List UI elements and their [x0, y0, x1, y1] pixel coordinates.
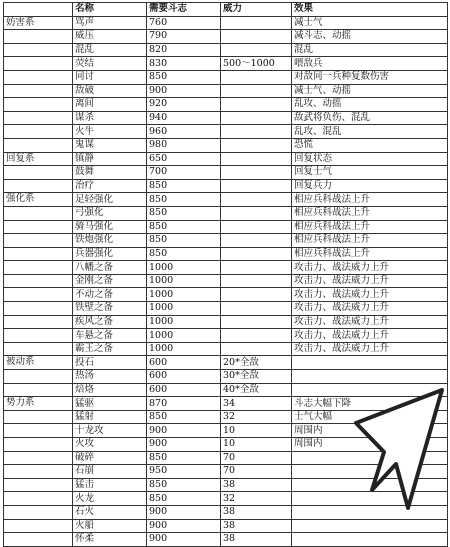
table-row	[4, 220, 448, 234]
power-cell: 38	[221, 478, 292, 492]
morale-cell: 960	[147, 125, 221, 139]
name-cell: 敌破	[73, 84, 147, 98]
morale-cell: 850	[147, 492, 221, 506]
power-cell	[221, 111, 292, 125]
table-row	[4, 70, 448, 84]
morale-cell: 1000	[147, 274, 221, 288]
name-cell: 镇静	[73, 152, 147, 166]
power-cell: 32	[221, 410, 292, 424]
category-cell	[4, 519, 73, 533]
table-row	[4, 111, 448, 125]
effect-cell: 攻击力、战法威力上升	[292, 302, 448, 316]
effect-cell: 相应兵科战法上升	[292, 220, 448, 234]
table-row	[4, 315, 448, 329]
morale-cell: 850	[147, 234, 221, 248]
power-cell: 34	[221, 397, 292, 411]
category-cell	[4, 166, 73, 180]
power-cell: 32	[221, 492, 292, 506]
morale-cell: 850	[147, 247, 221, 261]
name-cell: 不动之备	[73, 288, 147, 302]
morale-cell: 1000	[147, 315, 221, 329]
effect-cell: 回复状态	[292, 152, 448, 166]
effect-cell: 相应兵科战法上升	[292, 247, 448, 261]
name-cell: 八幡之备	[73, 261, 147, 275]
header-name: 名称	[73, 3, 147, 17]
power-cell	[221, 30, 292, 44]
name-cell: 荧结	[73, 57, 147, 71]
power-cell: 70	[221, 451, 292, 465]
category-cell	[4, 478, 73, 492]
effect-cell: 攻击力、战法威力上升	[292, 329, 448, 343]
morale-cell: 760	[147, 16, 221, 30]
category-cell	[4, 438, 73, 452]
effect-cell: 攻击力、战法威力上升	[292, 288, 448, 302]
table-row	[4, 206, 448, 220]
category-cell	[4, 302, 73, 316]
name-cell: 热汤	[73, 370, 147, 384]
name-cell: 铁壁之备	[73, 302, 147, 316]
category-cell	[4, 43, 73, 57]
table-row	[4, 166, 448, 180]
name-cell: 谋杀	[73, 111, 147, 125]
category-cell	[4, 274, 73, 288]
category-cell	[4, 98, 73, 112]
morale-cell: 1000	[147, 261, 221, 275]
effect-cell: 相应兵科战法上升	[292, 193, 448, 207]
category-cell	[4, 451, 73, 465]
header-row	[4, 3, 448, 17]
power-cell	[221, 261, 292, 275]
name-cell: 足轻强化	[73, 193, 147, 207]
name-cell: 猛击	[73, 478, 147, 492]
table-row	[4, 84, 448, 98]
effect-cell: 混乱	[292, 43, 448, 57]
morale-cell: 1000	[147, 302, 221, 316]
power-cell: 40*全敌	[221, 383, 292, 397]
power-cell	[221, 179, 292, 193]
effect-cell: 减士气	[292, 16, 448, 30]
category-cell	[4, 383, 73, 397]
category-cell	[4, 125, 73, 139]
name-cell: 车悬之备	[73, 329, 147, 343]
category-cell	[4, 315, 73, 329]
category-cell	[4, 206, 73, 220]
effect-cell: 周围内	[292, 438, 448, 452]
morale-cell: 600	[147, 370, 221, 384]
name-cell: 金刚之备	[73, 274, 147, 288]
morale-cell: 850	[147, 478, 221, 492]
morale-cell: 600	[147, 383, 221, 397]
power-cell	[221, 84, 292, 98]
power-cell	[221, 166, 292, 180]
morale-cell: 830	[147, 57, 221, 71]
effect-cell: 周围内	[292, 424, 448, 438]
name-cell: 霸王之备	[73, 342, 147, 356]
power-cell	[221, 329, 292, 343]
effect-cell: 减斗志、动摇	[292, 30, 448, 44]
power-cell	[221, 16, 292, 30]
morale-cell: 850	[147, 206, 221, 220]
table-row	[4, 533, 448, 547]
category-cell	[4, 505, 73, 519]
name-cell: 怀柔	[73, 533, 147, 547]
category-cell	[4, 370, 73, 384]
name-cell: 铁炮强化	[73, 234, 147, 248]
morale-cell: 900	[147, 84, 221, 98]
morale-cell: 870	[147, 397, 221, 411]
power-cell	[221, 315, 292, 329]
table-row	[4, 329, 448, 343]
effect-cell: 乱攻、动摇	[292, 98, 448, 112]
effect-cell: 敌武将负伤、混乱	[292, 111, 448, 125]
effect-cell: 斗志大幅下降	[292, 397, 448, 411]
name-cell: 疾风之备	[73, 315, 147, 329]
power-cell	[221, 234, 292, 248]
morale-cell: 850	[147, 70, 221, 84]
name-cell: 骂声	[73, 16, 147, 30]
morale-cell: 650	[147, 152, 221, 166]
category-cell	[4, 261, 73, 275]
name-cell: 猛驱	[73, 397, 147, 411]
effect-cell: 攻击力、战法威力上升	[292, 261, 448, 275]
power-cell	[221, 152, 292, 166]
table-row	[4, 43, 448, 57]
effect-cell: 恐慌	[292, 138, 448, 152]
category-cell	[4, 57, 73, 71]
table-row	[4, 356, 448, 370]
table-row	[4, 152, 448, 166]
power-cell: 20*全敌	[221, 356, 292, 370]
table-row	[4, 193, 448, 207]
morale-cell: 900	[147, 519, 221, 533]
category-cell: 被动系	[4, 356, 73, 370]
power-cell	[221, 138, 292, 152]
morale-cell: 950	[147, 465, 221, 479]
name-cell: 骑马强化	[73, 220, 147, 234]
power-cell: 30*全敌	[221, 370, 292, 384]
table-row	[4, 247, 448, 261]
power-cell	[221, 98, 292, 112]
name-cell: 混乱	[73, 43, 147, 57]
arrow-watermark-icon	[350, 378, 450, 518]
name-cell: 鬼谋	[73, 138, 147, 152]
table-row	[4, 98, 448, 112]
table-row	[4, 138, 448, 152]
morale-cell: 850	[147, 410, 221, 424]
power-cell: 38	[221, 505, 292, 519]
morale-cell: 850	[147, 179, 221, 193]
power-cell	[221, 43, 292, 57]
effect-cell	[292, 356, 448, 370]
header-power: 威力	[221, 3, 292, 17]
power-cell: 10	[221, 424, 292, 438]
category-cell	[4, 247, 73, 261]
morale-cell: 790	[147, 30, 221, 44]
morale-cell: 850	[147, 451, 221, 465]
power-cell	[221, 206, 292, 220]
name-cell: 石崩	[73, 465, 147, 479]
effect-cell: 相应兵科战法上升	[292, 234, 448, 248]
effect-cell	[292, 533, 448, 547]
effect-cell: 相应兵科战法上升	[292, 206, 448, 220]
category-cell	[4, 30, 73, 44]
morale-cell: 900	[147, 438, 221, 452]
effect-cell: 喂敌兵	[292, 57, 448, 71]
name-cell: 火牛	[73, 125, 147, 139]
power-cell: 38	[221, 519, 292, 533]
name-cell: 焙烙	[73, 383, 147, 397]
category-cell	[4, 179, 73, 193]
effect-cell: 攻击力、战法威力上升	[292, 342, 448, 356]
table-row	[4, 30, 448, 44]
effect-cell: 回复士气	[292, 166, 448, 180]
table-row	[4, 57, 448, 71]
morale-cell: 1000	[147, 342, 221, 356]
power-cell	[221, 288, 292, 302]
table-row	[4, 302, 448, 316]
category-cell	[4, 111, 73, 125]
morale-cell: 920	[147, 98, 221, 112]
category-cell	[4, 410, 73, 424]
morale-cell: 850	[147, 220, 221, 234]
name-cell: 猛射	[73, 410, 147, 424]
category-cell	[4, 138, 73, 152]
morale-cell: 600	[147, 356, 221, 370]
name-cell: 威压	[73, 30, 147, 44]
name-cell: 破碎	[73, 451, 147, 465]
category-cell: 妨害系	[4, 16, 73, 30]
effect-cell: 对敌同一兵种复数伤害	[292, 70, 448, 84]
morale-cell: 1000	[147, 288, 221, 302]
category-cell	[4, 288, 73, 302]
table-row	[4, 234, 448, 248]
name-cell: 石火	[73, 505, 147, 519]
category-cell	[4, 220, 73, 234]
effect-cell	[292, 519, 448, 533]
table-row	[4, 179, 448, 193]
name-cell: 鼓舞	[73, 166, 147, 180]
power-cell: 70	[221, 465, 292, 479]
table-row	[4, 288, 448, 302]
table-row	[4, 125, 448, 139]
category-cell	[4, 329, 73, 343]
category-cell	[4, 70, 73, 84]
category-cell: 强化系	[4, 193, 73, 207]
header-effect: 效果	[292, 3, 448, 17]
category-cell	[4, 424, 73, 438]
name-cell: 火船	[73, 519, 147, 533]
header-category	[4, 3, 73, 17]
power-cell: 500～1000	[221, 57, 292, 71]
morale-cell: 820	[147, 43, 221, 57]
morale-cell: 900	[147, 533, 221, 547]
name-cell: 弓强化	[73, 206, 147, 220]
name-cell: 治疗	[73, 179, 147, 193]
name-cell: 离间	[73, 98, 147, 112]
effect-cell: 乱攻、混乱	[292, 125, 448, 139]
effect-cell: 攻击力、战法威力上升	[292, 315, 448, 329]
name-cell: 火攻	[73, 438, 147, 452]
power-cell	[221, 274, 292, 288]
morale-cell: 900	[147, 424, 221, 438]
morale-cell: 850	[147, 193, 221, 207]
category-cell: 势力系	[4, 397, 73, 411]
effect-cell: 回复兵力	[292, 179, 448, 193]
category-cell	[4, 234, 73, 248]
category-cell	[4, 342, 73, 356]
category-cell	[4, 465, 73, 479]
power-cell	[221, 220, 292, 234]
power-cell	[221, 342, 292, 356]
category-cell: 回复系	[4, 152, 73, 166]
power-cell	[221, 70, 292, 84]
morale-cell: 900	[147, 505, 221, 519]
name-cell: 火龙	[73, 492, 147, 506]
category-cell	[4, 84, 73, 98]
power-cell: 38	[221, 533, 292, 547]
name-cell: 同讨	[73, 70, 147, 84]
table-row	[4, 342, 448, 356]
power-cell: 10	[221, 438, 292, 452]
table-row	[4, 16, 448, 30]
name-cell: 十龙攻	[73, 424, 147, 438]
name-cell: 兵器强化	[73, 247, 147, 261]
category-cell	[4, 533, 73, 547]
power-cell	[221, 193, 292, 207]
category-cell	[4, 492, 73, 506]
table-row	[4, 274, 448, 288]
table-row	[4, 519, 448, 533]
morale-cell: 940	[147, 111, 221, 125]
effect-cell: 攻击力、战法威力上升	[292, 274, 448, 288]
effect-cell: 士气大幅	[292, 410, 448, 424]
table-row	[4, 261, 448, 275]
morale-cell: 1000	[147, 329, 221, 343]
morale-cell: 700	[147, 166, 221, 180]
power-cell	[221, 125, 292, 139]
power-cell	[221, 302, 292, 316]
morale-cell: 980	[147, 138, 221, 152]
effect-cell: 减士气、动摇	[292, 84, 448, 98]
header-morale: 需要斗志	[147, 3, 221, 17]
power-cell	[221, 247, 292, 261]
name-cell: 投石	[73, 356, 147, 370]
